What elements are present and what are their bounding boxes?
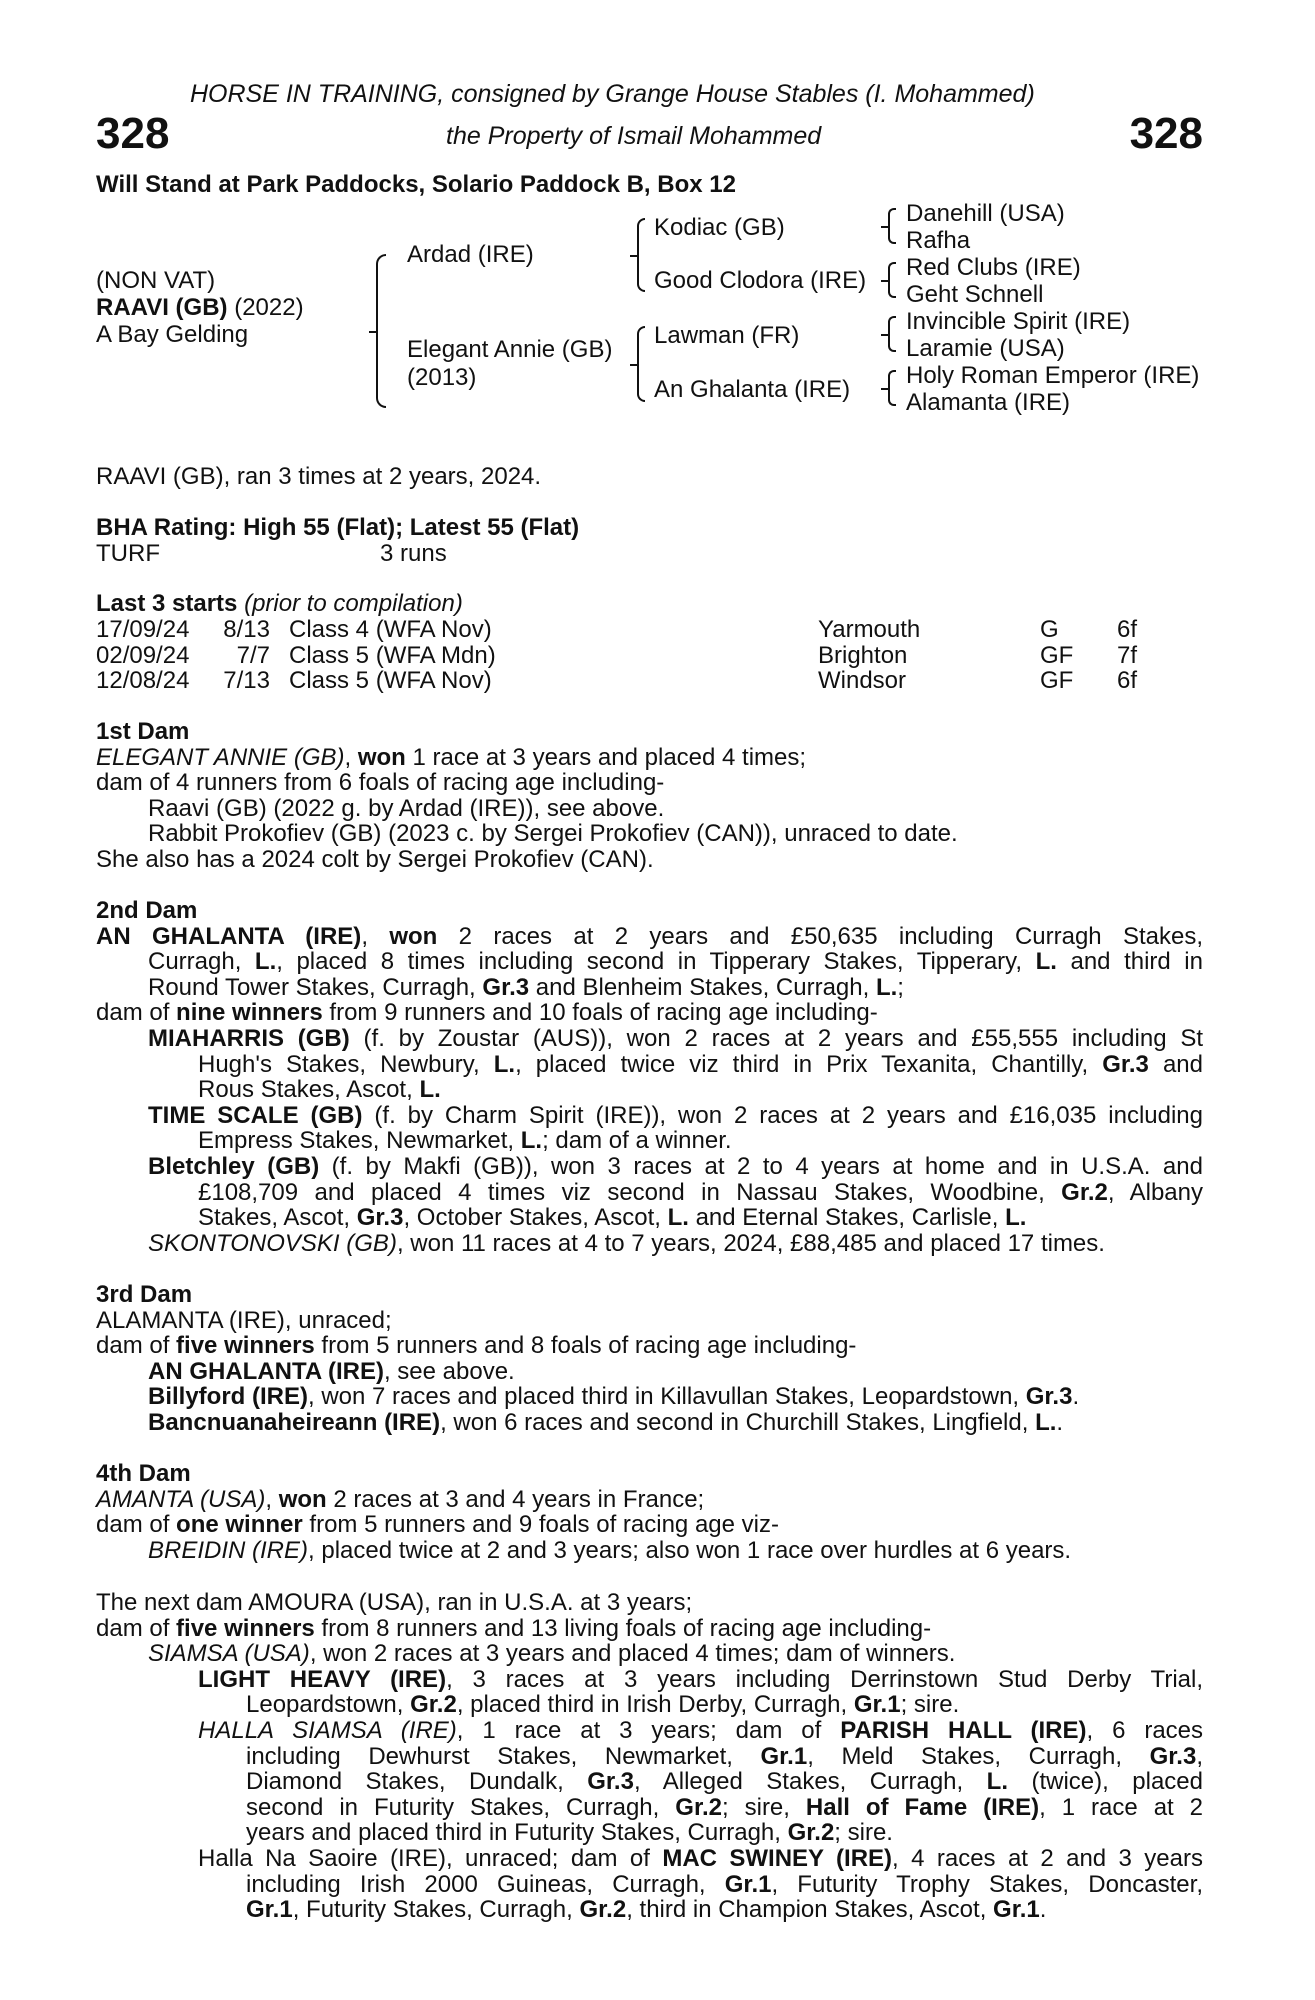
last-starts-note: (prior to compilation): [237, 590, 463, 617]
produce-item: HALLA SIAMSA (IRE), 1 race at 3 years; dam of PARISH HALL (IRE), 6 races: [198, 1716, 1204, 1744]
last-starts-label: Last 3 starts: [96, 590, 238, 617]
produce-item: Leopardstown, Gr.2, placed third in Irish Derby, Curragh, Gr.1; sire.: [246, 1691, 960, 1719]
brace-g1: [888, 208, 896, 244]
start-date: 17/09/24: [96, 616, 190, 643]
sire: Ardad (IRE): [407, 241, 534, 268]
produce-line: dam of one winner from 5 runners and 9 foals of racing age viz-: [96, 1511, 779, 1539]
ggp-4: Geht Schnell: [906, 281, 1044, 308]
start-dist: 6f: [1117, 616, 1138, 643]
rating-surface: TURF: [96, 540, 160, 567]
produce-item: MIAHARRIS (GB) (f. by Zoustar (AUS)), won 2 races at 2 years and £55,555 including St: [148, 1024, 1203, 1052]
start-going: GF: [1040, 641, 1074, 669]
vat-status: (NON VAT): [96, 267, 216, 294]
start-race: Class 5 (WFA Nov): [289, 667, 492, 695]
horse-year: (2022): [227, 294, 304, 321]
horse-description: A Bay Gelding: [96, 321, 249, 348]
produce-item: LIGHT HEAVY (IRE), 3 races at 3 years including Derrinstown Stud Derby Trial,: [198, 1665, 1203, 1693]
start-course: Windsor: [818, 667, 907, 695]
produce-item: SIAMSA (USA), won 2 races at 3 years and placed 4 times; dam of winners.: [148, 1640, 956, 1668]
section-title: 3rd Dam: [96, 1281, 193, 1308]
start-going: G: [1040, 616, 1059, 643]
produce-item: £108,709 and placed 4 times viz second in Nassau Stakes, Woodbine, Gr.2, Albany: [198, 1178, 1203, 1206]
section-title: 4th Dam: [96, 1460, 191, 1487]
brace-g2: [888, 262, 896, 298]
dam-line: The next dam AMOURA (USA), ran in U.S.A. at 3 years;: [96, 1589, 693, 1616]
dam-line: ALAMANTA (IRE), unraced;: [96, 1306, 392, 1334]
produce-item: AN GHALANTA (IRE), see above.: [148, 1357, 515, 1385]
sire-sire: Kodiac (GB): [654, 214, 785, 241]
ggp-2: Rafha: [906, 227, 971, 254]
produce-note: She also has a 2024 colt by Sergei Prokofiev (CAN).: [96, 845, 654, 873]
produce-item: Gr.1, Futurity Stakes, Curragh, Gr.2, third in Champion Stakes, Ascot, Gr.1.: [246, 1896, 1047, 1924]
brace-sire-dam: [376, 254, 386, 408]
ggp-8: Alamanta (IRE): [906, 389, 1071, 416]
dam-line: Round Tower Stakes, Curragh, Gr.3 and Blenheim Stakes, Curragh, L.;: [148, 973, 904, 1001]
dam-line: ELEGANT ANNIE (GB), won 1 race at 3 years and placed 4 times;: [96, 743, 807, 771]
third-dam-section: [96, 1282, 1203, 1436]
produce-item: Bancnuanaheireann (IRE), won 6 races and second in Churchill Stakes, Lingfield, L..: [148, 1408, 1064, 1436]
dam-sire: Lawman (FR): [654, 322, 800, 349]
ggp-3: Red Clubs (IRE): [906, 254, 1081, 281]
produce-item: including Irish 2000 Guineas, Curragh, Gr.1, Futurity Trophy Stakes, Doncaster,: [246, 1870, 1203, 1898]
last-starts-title: [96, 591, 463, 617]
race-summary: RAAVI (GB), ran 3 times at 2 years, 2024.: [96, 463, 542, 490]
produce-item: TIME SCALE (GB) (f. by Charm Spirit (IRE)), won 2 races at 2 years and £16,035 including: [148, 1101, 1204, 1129]
lot-number-right: 328: [1129, 109, 1203, 158]
dam-line: AMANTA (USA), won 2 races at 3 and 4 years in France;: [96, 1485, 705, 1513]
produce-item: Rabbit Prokofiev (GB) (2023 c. by Sergei Prokofiev (CAN)), unraced to date.: [148, 820, 958, 848]
bha-rating: BHA Rating: High 55 (Flat); Latest 55 (Flat): [96, 514, 580, 541]
produce-line: dam of five winners from 5 runners and 8 foals of racing age including-: [96, 1332, 857, 1360]
start-pos: 8/13: [223, 616, 270, 643]
produce-item: Stakes, Ascot, Gr.3, October Stakes, Ascot, L. and Eternal Stakes, Carlisle, L.: [198, 1204, 1027, 1232]
start-dist: 6f: [1117, 667, 1138, 695]
stand-location: Will Stand at Park Paddocks, Solario Paddock B, Box 12: [96, 171, 736, 198]
start-course: Yarmouth: [818, 616, 921, 643]
produce-item: Diamond Stakes, Dundalk, Gr.3, Alleged Stakes, Curragh, L. (twice), placed: [246, 1768, 1204, 1796]
horse-name-line: [96, 295, 304, 321]
produce-item: Bletchley (GB) (f. by Makfi (GB)), won 3 races at 2 to 4 years at home and in U.S.A. and: [148, 1152, 1203, 1180]
dam-dam: An Ghalanta (IRE): [654, 376, 851, 403]
start-going: GF: [1040, 667, 1074, 695]
dam-year: (2013): [407, 364, 477, 391]
produce-item: SKONTONOVSKI (GB), won 11 races at 4 to 7 years, 2024, £88,485 and placed 17 times.: [148, 1229, 1105, 1257]
produce-item: including Dewhurst Stakes, Newmarket, Gr.1, Meld Stakes, Curragh, Gr.3,: [246, 1742, 1203, 1770]
dam-line: Curragh, L., placed 8 times including second in Tipperary Stakes, Tipperary, L. and third in: [148, 948, 1203, 976]
rating-runs: 3 runs: [380, 540, 447, 567]
start-date: 02/09/24: [96, 641, 190, 669]
ggp-5: Invincible Spirit (IRE): [906, 308, 1131, 335]
ggp-7: Holy Roman Emperor (IRE): [906, 362, 1200, 389]
dam-line: AN GHALANTA (IRE), won 2 races at 2 years and £50,635 including Curragh Stakes,: [96, 922, 1204, 950]
produce-line: dam of nine winners from 9 runners and 10 foals of racing age including-: [96, 999, 878, 1027]
produce-item: Billyford (IRE), won 7 races and placed third in Killavullan Stakes, Leopardstown, Gr.3.: [148, 1383, 1080, 1411]
next-dam-section: [96, 1590, 1203, 1923]
horse-name: RAAVI (GB): [96, 294, 228, 321]
start-course: Brighton: [818, 641, 908, 669]
brace-sire-line: [637, 218, 645, 292]
produce-item: Hugh's Stakes, Newbury, L., placed twice viz third in Prix Texanita, Chantilly, Gr.3 and: [198, 1050, 1204, 1078]
section-title: 1st Dam: [96, 718, 190, 745]
ggp-1: Danehill (USA): [906, 200, 1065, 227]
ggp-6: Laramie (USA): [906, 335, 1065, 362]
dam: Elegant Annie (GB): [407, 336, 613, 363]
produce-item: BREIDIN (IRE), placed twice at 2 and 3 years; also won 1 race over hurdles at 6 years.: [148, 1536, 1072, 1564]
produce-item: second in Futurity Stakes, Curragh, Gr.2; sire, Hall of Fame (IRE), 1 race at 2: [246, 1793, 1204, 1821]
property-line: the Property of Ismail Mohammed: [446, 122, 822, 150]
second-dam-section: [96, 898, 1203, 1256]
brace-g3: [888, 316, 896, 352]
fourth-dam-section: [96, 1461, 1203, 1563]
start-race: Class 4 (WFA Nov): [289, 616, 492, 643]
start-pos: 7/13: [223, 667, 270, 695]
produce-line: dam of five winners from 8 runners and 13 living foals of racing age including-: [96, 1614, 932, 1642]
section-title: 2nd Dam: [96, 897, 198, 924]
start-race: Class 5 (WFA Mdn): [289, 641, 496, 669]
consignor-line: HORSE IN TRAINING, consigned by Grange House Stables (I. Mohammed): [190, 80, 1035, 108]
brace-dam-line: [637, 326, 645, 402]
lot-number-left: 328: [96, 109, 170, 158]
first-dam-section: [96, 719, 1203, 873]
produce-item: Raavi (GB) (2022 g. by Ardad (IRE)), see above.: [148, 794, 665, 822]
produce-item: Empress Stakes, Newmarket, L.; dam of a winner.: [198, 1127, 732, 1155]
produce-item: Rous Stakes, Ascot, L.: [198, 1076, 441, 1104]
produce-item: Halla Na Saoire (IRE), unraced; dam of MAC SWINEY (IRE), 4 races at 2 and 3 years: [198, 1844, 1203, 1872]
start-date: 12/08/24: [96, 667, 190, 695]
start-dist: 7f: [1117, 641, 1138, 669]
produce-item: years and placed third in Futurity Stakes, Curragh, Gr.2; sire.: [246, 1819, 893, 1847]
start-pos: 7/7: [236, 641, 270, 669]
brace-g4: [888, 370, 896, 406]
sire-dam: Good Clodora (IRE): [654, 267, 867, 294]
produce-line: dam of 4 runners from 6 foals of racing age including-: [96, 769, 665, 797]
